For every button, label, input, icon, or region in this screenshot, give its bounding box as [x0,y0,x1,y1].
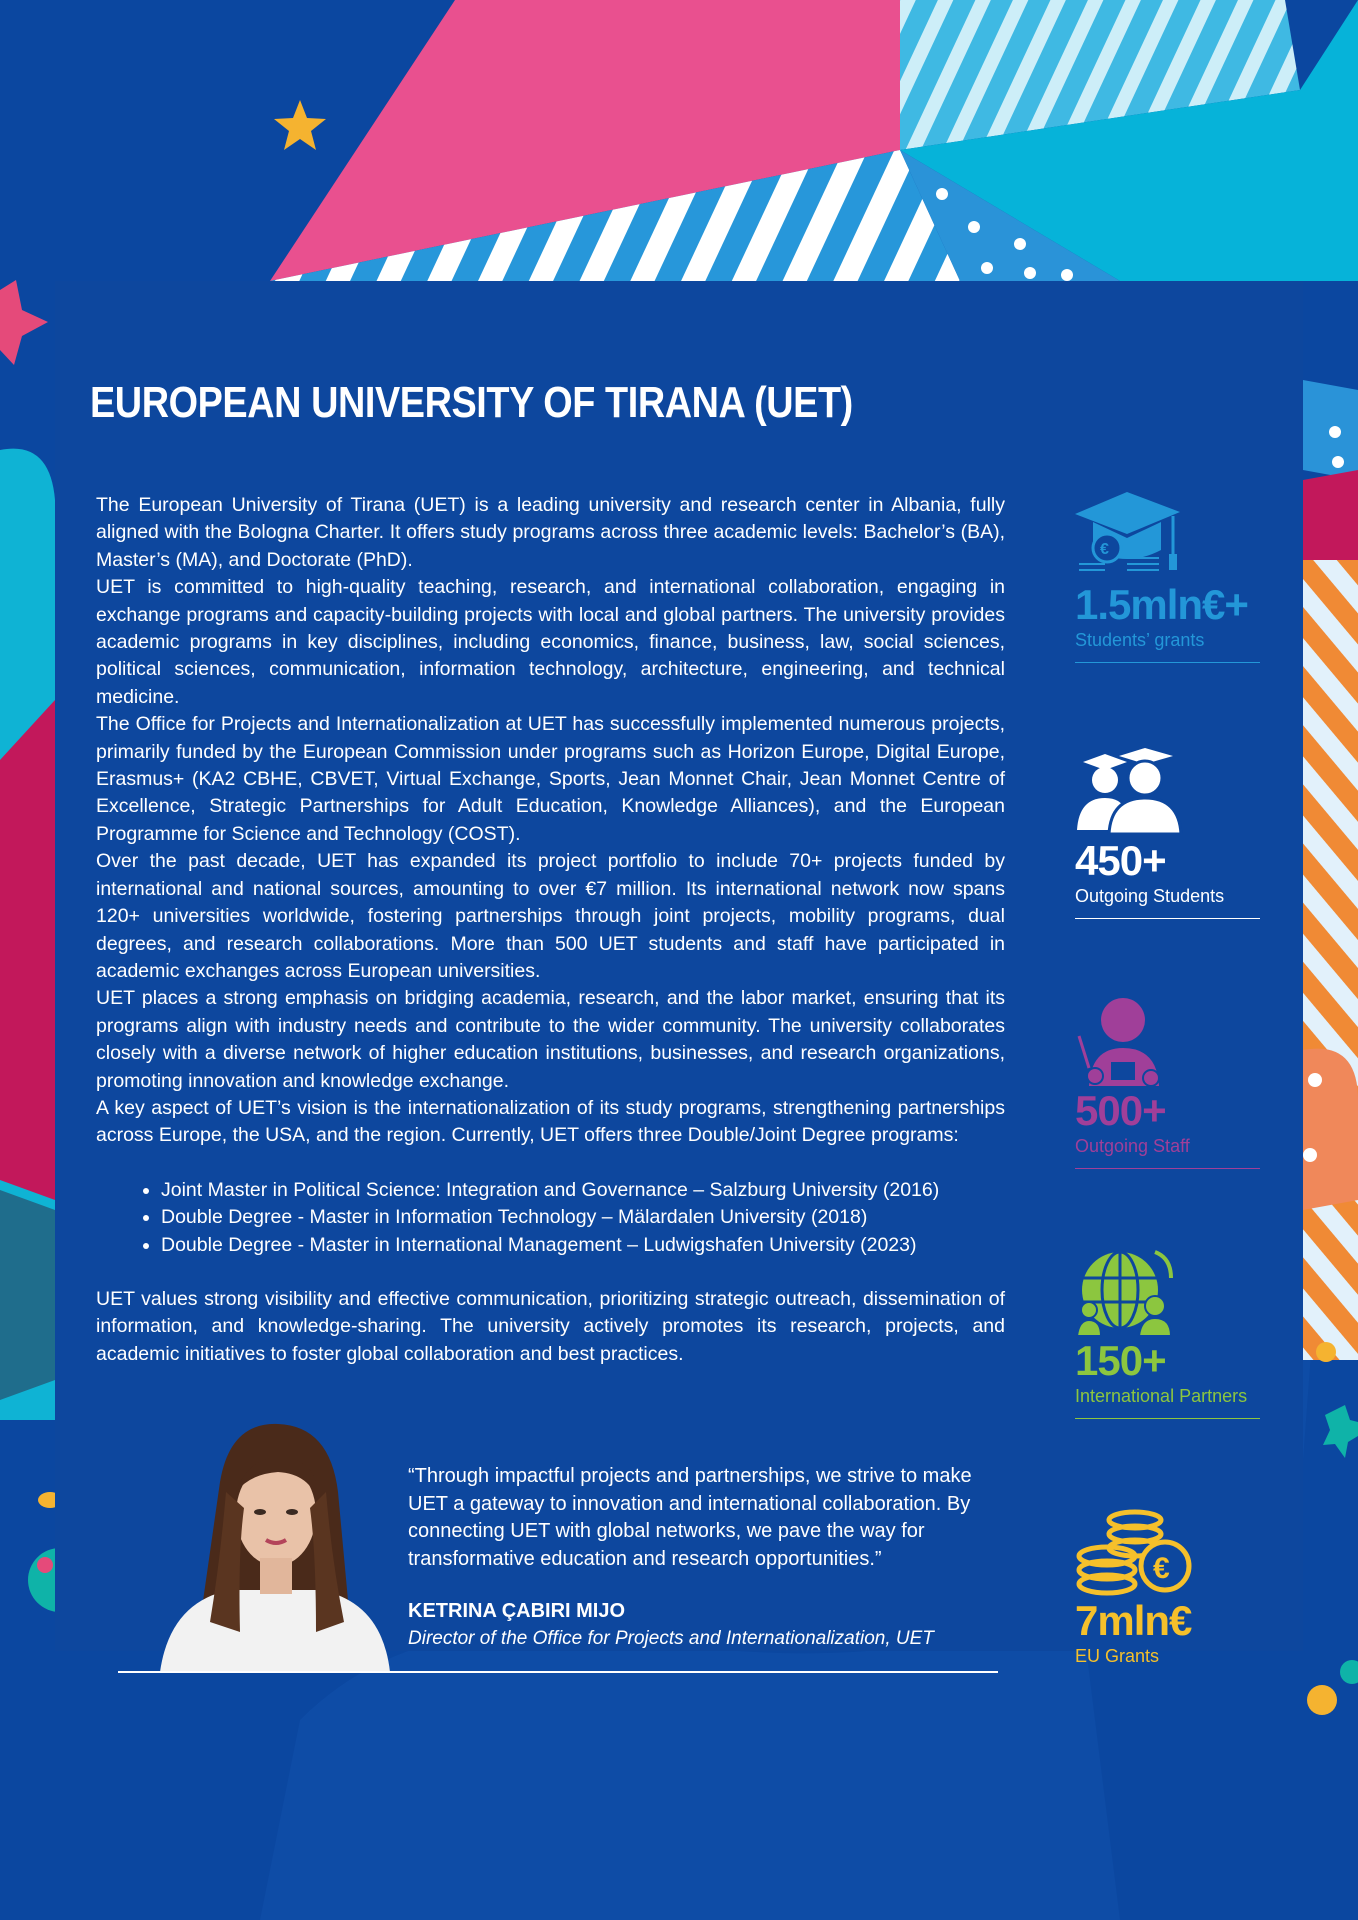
stat-value: 7mln€ [1075,1597,1192,1644]
stat-label: Students’ grants [1075,628,1260,663]
paragraph-labor-market: UET places a strong emphasis on bridging academia, research, and the labor market, ensuring that its programs align with industry needs and contribute to the wider community. The university collaborates closely with a diverse network of higher education institutions, businesses, and research organizations, promoting innovation and knowledge exchange. [96,987,1005,1092]
director-role: Director of the Office for Projects and Internationalization, UET [408,1628,934,1649]
stat-value: 450+ [1075,837,1166,884]
paragraph-portfolio: Over the past decade, UET has expanded its project portfolio to include 70+ projects funded by international and national sources, amounting to over €7 million. Its international network now spans 120+ universities worldwide, fostering partnerships through joint projects, mobility programs, dual degrees, and research collaborations. More than 500 UET students and staff have participated in academic exchanges across European universities. [96,850,1005,982]
stat-label: International Partners [1075,1384,1260,1419]
body-text [96,492,1005,1368]
stat-outgoing-students [1075,748,1260,919]
globe-people-icon [1075,1248,1185,1336]
svg-text:€: € [1153,1552,1170,1585]
stat-label: Outgoing Staff [1075,1134,1260,1169]
director-name: KETRINA ÇABIRI MIJO [408,1600,626,1622]
paragraph-internationalization: A key aspect of UET’s vision is the internationalization of its study programs, strengthening partnerships across Europe, the USA, and the region. Currently, UET offers three Double/Joint Degree programs: [96,1096,1005,1147]
page-title: EUROPEAN UNIVERSITY OF TIRANA (UET) [90,378,853,427]
list-item: • Double Degree - Master in Information Technology – Mälardalen University (2018) [161,1204,1005,1231]
stat-value: 500+ [1075,1087,1166,1134]
paragraph-intro: The European University of Tirana (UET) is a leading university and research center in Albania, fully aligned with the Bologna Charter. It offers study programs across three academic levels: Bachelor’s (BA), Master’s (MA), and Doctorate (PhD). [96,494,1005,571]
director-portrait [160,1422,390,1672]
stat-eu-grants [1075,1508,1260,1678]
stat-students-grants [1075,492,1260,663]
director-quote: “Through impactful projects and partnerships, we strive to make UET a gateway to innovation and international collaboration. By connecting UET with global networks, we pave the way for transformative education and research opportunities.” [408,1465,972,1570]
paragraph-visibility: UET values strong visibility and effective communication, prioritizing strategic outreach, dissemination of information, and knowledge-sharing. The university actively promotes its research, projects, and academic initiatives to foster global collaboration and best practices. [96,1287,1005,1365]
list-item: • Double Degree - Master in International Management – Ludwigshafen University (2023) [161,1232,1005,1259]
degree-programs-list [96,1177,1005,1259]
stat-value: 1.5mln€+ [1075,581,1248,628]
svg-text:€: € [1100,541,1109,558]
divider [118,1671,998,1673]
coins-euro-icon [1075,1508,1195,1596]
stat-outgoing-staff [1075,998,1260,1169]
stat-value: 150+ [1075,1337,1166,1384]
graduation-cap-coin-icon [1075,492,1185,580]
stat-label: EU Grants [1075,1646,1160,1666]
students-icon [1075,748,1185,836]
stat-label: Outgoing Students [1075,884,1260,919]
list-item: • Joint Master in Political Science: Integration and Governance – Salzburg University (2016) [161,1177,1005,1204]
teacher-icon [1075,998,1185,1086]
paragraph-office: The Office for Projects and Internationalization at UET has successfully implemented numerous projects, primarily funded by the European Commission under programs such as Horizon Europe, Digital Europe, Erasmus+ (KA2 CBHE, CBVET, Virtual Exchange, Sports, Jean Monnet Chair, Jean Monnet Centre of Excellence, Strategic Partnerships for Adult Education, Knowledge Alliances), and the European Programme for Science and Technology (COST). [96,713,1005,845]
paragraph-commitment: UET is committed to high-quality teaching, research, and international collaboration, engaging in exchange programs and capacity-building projects with local and global partners. The university provides academic programs in key disciplines, including economics, finance, business, law, social sciences, political sciences, communication, information technology, architecture, engineering, and technical medicine. [96,576,1005,708]
stat-international-partners [1075,1248,1260,1419]
